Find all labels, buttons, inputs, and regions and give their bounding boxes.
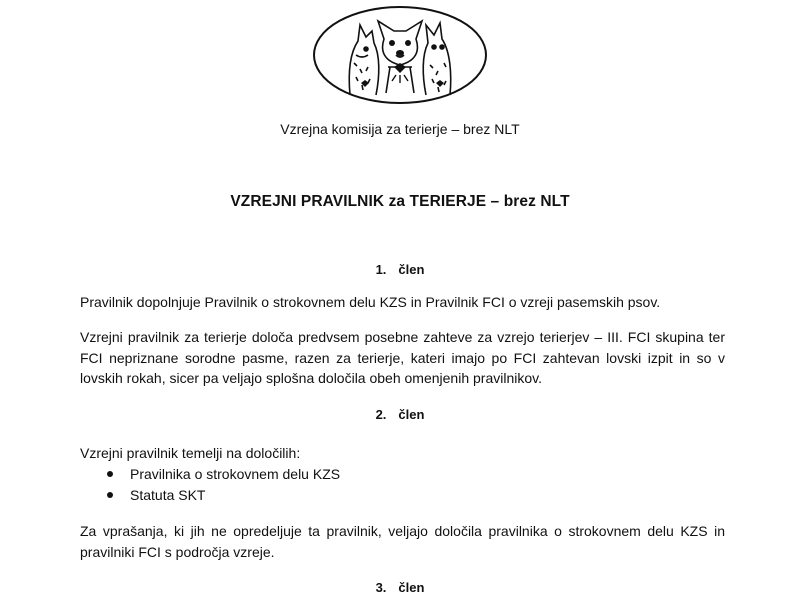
- bullet-icon: [107, 471, 113, 477]
- article-1-paragraph-1: Pravilnik dopolnjuje Pravilnik o strokovnem delu KZS in Pravilnik FCI o vzreji pasemskih psov.: [80, 294, 661, 310]
- terrier-heads-oval-logo-icon: [310, 3, 490, 113]
- bullet-icon: [107, 492, 113, 498]
- article-label: člen: [398, 580, 425, 595]
- article-number: 2.: [375, 407, 387, 422]
- article-2-bullet-list: [80, 464, 725, 506]
- article-2-paragraph-1: Za vprašanja, ki jih ne opredeljuje ta pravilnik, veljajo določila pravilnika o strokovnem delu KZS in pravilniki FCI s področja vzreje.: [80, 523, 725, 560]
- article-number: 1.: [375, 262, 387, 277]
- document-title: VZREJNI PRAVILNIK za TERIERJE – brez NLT: [230, 193, 570, 210]
- article-3-heading: [0, 580, 800, 595]
- article-2-intro: Vzrejni pravilnik temelji na določilih:: [80, 445, 301, 461]
- article-number: 3.: [375, 580, 387, 595]
- committee-subtitle: Vzrejna komisija za terierje – brez NLT: [280, 121, 520, 137]
- list-item: Statuta SKT: [80, 485, 725, 506]
- article-label: člen: [398, 407, 425, 422]
- article-1-heading: [0, 262, 800, 277]
- article-label: člen: [398, 262, 425, 277]
- article-1-paragraph-2: Vzrejni pravilnik za terierje določa predvsem posebne zahteve za vzrejo terierjev – III. FCI skupina ter FCI nepriznane sorodne pasme, razen za terierje, kateri imajo po FCI zahtevan lovski izpit in so v lovskih rokah, sicer pa veljajo splošna določila obeh omenjenih pravilnikov.: [80, 329, 725, 386]
- article-2-heading: [0, 407, 800, 422]
- list-item: Pravilnika o strokovnem delu KZS: [80, 464, 725, 485]
